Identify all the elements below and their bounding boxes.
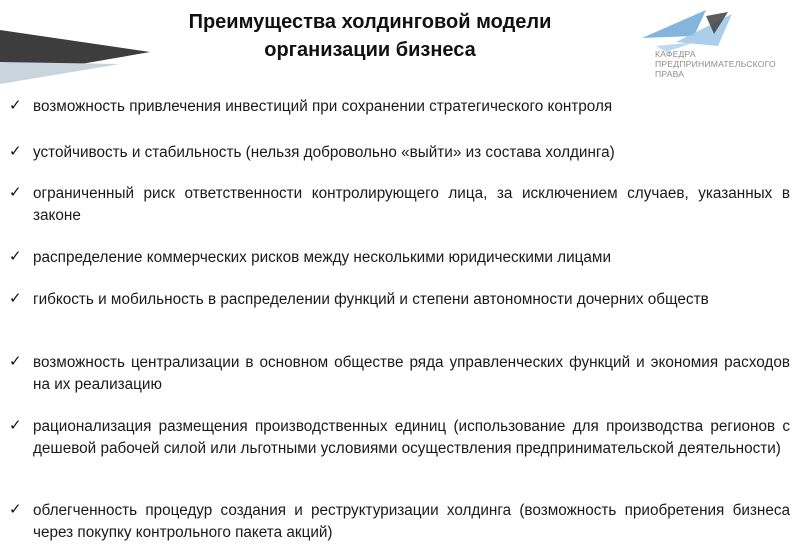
checkmark-icon: ✓ xyxy=(9,501,22,518)
title-line-2: организации бизнеса xyxy=(264,39,476,61)
checkmark-icon: ✓ xyxy=(9,184,22,201)
checkmark-icon: ✓ xyxy=(9,417,22,434)
list-item-text: ограниченный риск ответственности контролирующего лица, за исключением случаев, указанных в законе xyxy=(33,185,790,224)
logo-caption xyxy=(655,49,776,79)
checkmark-icon: ✓ xyxy=(9,353,22,370)
list-item-text: облегченность процедур создания и реструктуризации холдинга (возможность приобретения бизнеса через покупку контрольного пакета акций) xyxy=(33,502,790,541)
title-line-1: Преимущества холдинговой модели xyxy=(188,11,552,33)
list-item-text: распределение коммерческих рисков между несколькими юридическими лицами xyxy=(33,249,611,266)
list-item-text: рационализация размещения производственных единиц (использование для производства регионов с дешевой рабочей силой или льготными условиями осуществления предпринимательской деятельности) xyxy=(33,418,790,457)
checkmark-icon: ✓ xyxy=(9,97,22,114)
logo-line-2: ПРЕДПРИНИМАТЕЛЬСКОГО xyxy=(655,59,776,69)
logo-line-1: КАФЕДРА xyxy=(655,49,696,59)
light-stripe xyxy=(0,62,120,84)
checkmark-icon: ✓ xyxy=(9,248,22,265)
list-item-text: возможность привлечения инвестиций при сохранении стратегического контроля xyxy=(33,98,613,115)
list-item-text: устойчивость и стабильность (нельзя добровольно «выйти» из состава холдинга) xyxy=(33,144,615,161)
list-item-text: гибкость и мобильность в распределении функций и степени автономности дочерних обществ xyxy=(33,291,709,308)
checkmark-icon: ✓ xyxy=(9,143,22,160)
list-item-text: возможность централизации в основном обществе ряда управленческих функций и экономия расходов на их реализацию xyxy=(33,354,790,393)
logo-line-3: ПРАВА xyxy=(655,69,685,79)
page-title xyxy=(140,8,600,64)
checkmark-icon: ✓ xyxy=(9,290,22,307)
